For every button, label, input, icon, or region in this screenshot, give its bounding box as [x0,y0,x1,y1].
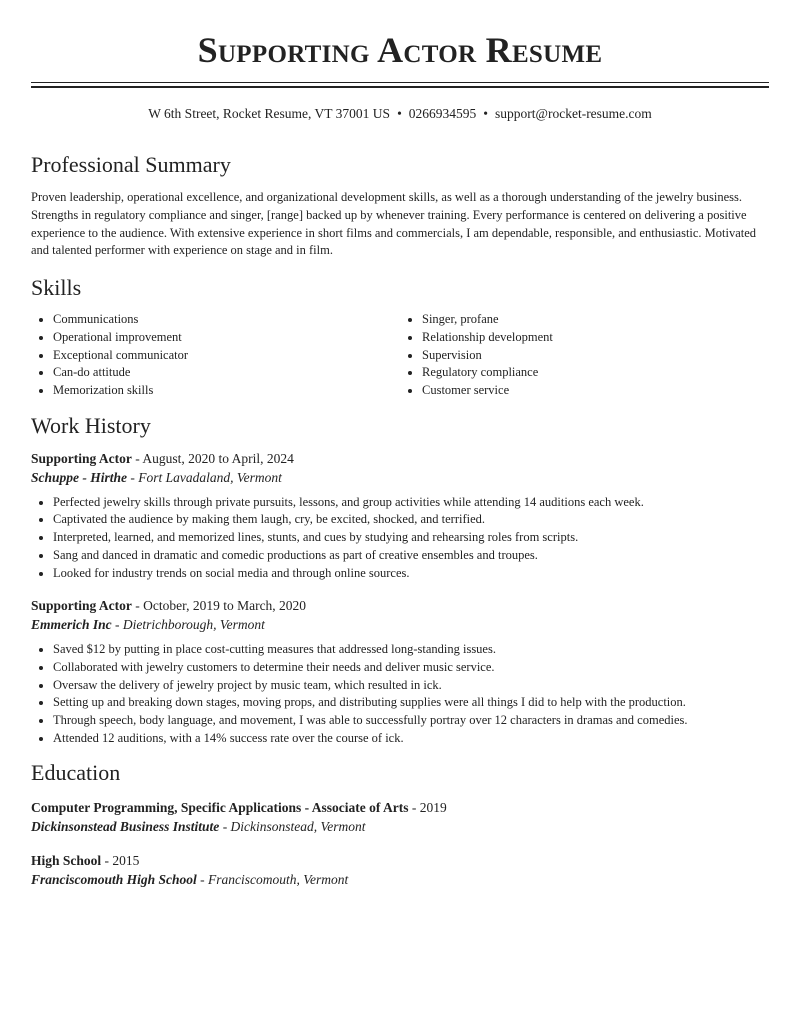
education-degree: Computer Programming, Specific Applications - Associate of Arts [31,800,409,816]
job-role: Supporting Actor [31,598,132,614]
education-year: - 2015 [101,853,140,869]
education-location: - Dickinsonstead, Vermont [219,819,366,835]
job-company: Schuppe - Hirthe [31,469,128,485]
job-company-line [31,468,769,487]
skill-item: • Singer, profane [422,311,769,329]
summary-heading: Professional Summary [31,152,231,177]
job-dates: - August, 2020 to April, 2024 [131,450,294,466]
job-title-line [31,596,769,615]
job-bullet: • Saved $12 by putting in place cost-cutting measures that addressed long-standing issues. [53,641,769,659]
skill-item: • Exceptional communicator [53,347,400,365]
job-company: Emmerich Inc [31,617,112,633]
skill-item: • Communications [53,311,400,329]
job-location: - Dietrichborough, Vermont [111,617,265,633]
education-year: - 2019 [408,800,447,816]
education-entry [31,798,769,836]
contact-phone: 0266934595 [408,106,477,121]
job-bullet: • Through speech, body language, and movement, I was able to successfully portray over 12 characters in dramas and comedies. [53,712,769,730]
job-dates: - October, 2019 to March, 2020 [131,598,307,614]
job-bullet: • Perfected jewelry skills through private pursuits, lessons, and group activities while attending 14 auditions each week. [53,494,769,512]
header-divider-thick [31,86,769,88]
skill-item: • Memorization skills [53,382,400,400]
education-entry [31,851,769,889]
header-divider-thin [31,82,769,83]
job-location: - Fort Lavadaland, Vermont [127,469,282,485]
job-entry [31,596,769,747]
work-history-heading: Work History [31,412,151,438]
contact-line [31,105,769,123]
skill-item: • Can-do attitude [53,364,400,382]
skills-heading: Skills [31,275,82,301]
contact-address: W 6th Street, Rocket Resume, VT 37001 US [148,106,391,121]
education-school-line [31,817,769,836]
skill-item: • Regulatory compliance [422,364,769,382]
job-bullet: • Sang and danced in dramatic and comedic productions as part of creative ensembles and troupes. [53,547,769,565]
job-bullet: • Looked for industry trends on social media and through online sources. [53,565,769,583]
job-bullet: • Captivated the audience by making them laugh, cry, be excited, shocked, and terrified. [53,511,769,529]
education-degree: High School [31,853,102,869]
education-school-line [31,870,769,889]
resume-title: Supporting Actor Resume [197,30,603,70]
job-role: Supporting Actor [31,450,132,466]
job-title-line [31,449,769,468]
job-entry [31,449,769,583]
contact-email[interactable]: support@rocket-resume.com [495,106,652,121]
job-bullet: • Oversaw the delivery of jewelry project by music team, which resulted in ick. [53,677,769,695]
job-bullet: • Attended 12 auditions, with a 14% success rate over the course of ick. [53,730,769,748]
education-school: Dickinsonstead Business Institute [31,819,220,835]
skills-list [31,311,769,400]
education-heading: Education [31,760,121,786]
contact-separator: • [397,106,402,121]
education-school: Franciscomouth High School [31,872,197,888]
job-bullet: • Collaborated with jewelry customers to determine their needs and deliver music service. [53,659,769,677]
skill-item: • Supervision [422,347,769,365]
skill-item: • Operational improvement [53,329,400,347]
job-bullets [31,494,769,583]
skills-column-left [31,311,400,400]
job-company-line [31,615,769,634]
skills-column-right [400,311,769,400]
job-bullet: • Interpreted, learned, and memorized lines, stunts, and cues by studying and rehearsing roles from scripts. [53,529,769,547]
education-location: - Franciscomouth, Vermont [196,872,349,888]
contact-separator: • [483,106,489,121]
skill-item: • Relationship development [422,329,769,347]
skill-item: • Customer service [422,382,769,400]
education-degree-line [31,851,769,870]
job-bullet: • Setting up and breaking down stages, moving props, and distributing supplies were all things I did to help with the production. [53,694,769,712]
job-bullets [31,641,769,747]
education-degree-line [31,798,769,817]
summary-text: Proven leadership, operational excellence, and organizational development skills, as well as a thorough understanding of the jewelry business. Strengths in regulatory compliance and singer, [range] backed up by whenever training. Every performance is centered on delivering a positive experience to the audience. With extensive experience in short films and commercials, I am dependable, responsible, and enthusiastic. Motivated and talented performer with experience on stage and in film. [31,190,757,258]
